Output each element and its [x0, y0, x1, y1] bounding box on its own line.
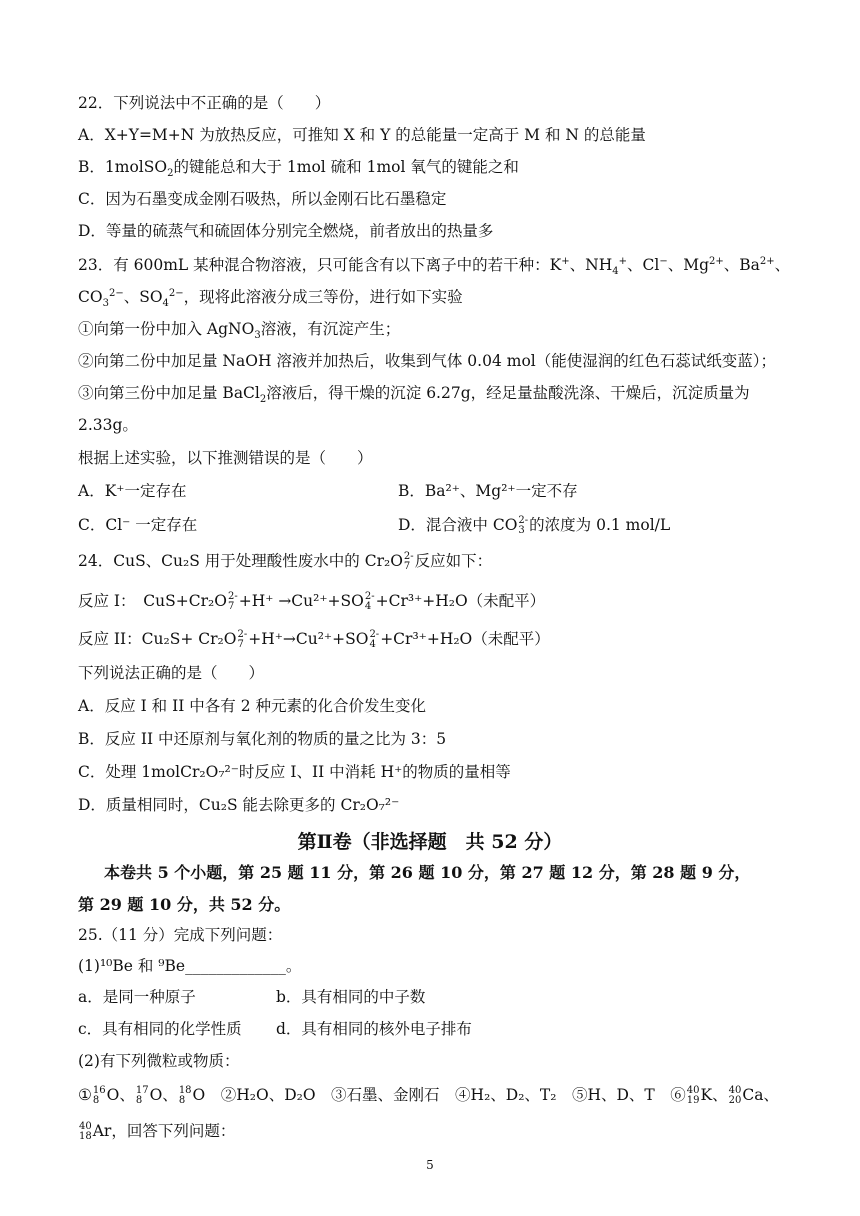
q22-option-c: C．因为石墨变成金刚石吸热，所以金刚石比石墨稳定: [78, 190, 447, 208]
q24-reaction-1: 反应 I： CuS+Cr₂O 2- 7 +H⁺ →Cu²⁺+SO 2- 4 +Cr³⁺+H₂O（未配平）: [78, 591, 546, 612]
q22-option-b: B．1molSO$_2$的键能总和大于 1mol 硫和 1mol 氧气的键能之和: [78, 158, 519, 180]
q23-experiment-2: ②向第二份中加足量 NaOH 溶液并加热后，收集到气体 0.04 mol（能使湿润的红色石蕊试纸变蓝）；: [78, 352, 776, 370]
q25-option-d: d．具有相同的核外电子排布: [276, 1020, 472, 1038]
q25-option-c: c．具有相同的化学性质: [78, 1020, 242, 1038]
q23-option-a: A．K⁺一定存在: [78, 482, 187, 500]
q25-stem: 25.（11 分）完成下列问题：: [78, 926, 283, 944]
q24-stem: 24．CuS、Cu₂S 用于处理酸性废水中的 Cr₂O 2- 7 反应如下：: [78, 551, 493, 572]
q23-option-b: B．Ba²⁺、Mg²⁺一定不存: [398, 482, 578, 500]
q25-part-2: (2)有下列微粒或物质：: [78, 1052, 240, 1070]
q24-option-c: C．处理 1molCr₂O₇²⁻时反应 I、II 中消耗 H⁺的物质的量相等: [78, 763, 511, 781]
q24-option-d: D．质量相同时，Cu₂S 能去除更多的 Cr₂O₇²⁻: [78, 796, 400, 814]
section-note: 本卷共 5 个小题，第 25 题 11 分，第 26 题 10 分，第 27 题 12 分，第 28 题 9 分，: [104, 863, 751, 882]
q25-option-a: a．是同一种原子: [78, 988, 196, 1006]
q24-ask: 下列说法正确的是（ ）: [78, 664, 265, 682]
q23-ask: 根据上述实验，以下推测错误的是（ ）: [78, 449, 373, 467]
q22-option-d: D．等量的硫蒸气和硫固体分别完全燃烧，前者放出的热量多: [78, 222, 494, 240]
q24-option-b: B．反应 II 中还原剂与氧化剂的物质的量之比为 3：5: [78, 730, 447, 748]
q25-option-b: b．具有相同的中子数: [276, 988, 426, 1006]
q25-part-1: (1)¹⁰Be 和 ⁹Be_____________。: [78, 957, 302, 975]
q25-substance-list-cont: 40 18 Ar，回答下列问题：: [79, 1121, 236, 1142]
q23-experiment-1: ①向第一份中加入 AgNO$_3$溶液，有沉淀产生；: [78, 320, 401, 342]
q23-experiment-3: ③向第三份中加足量 BaCl$_2$溶液后，得干燥的沉淀 6.27g，经足量盐酸洗涤、干燥后，沉淀质量为: [78, 384, 750, 406]
q23-stem-cont: $CO_3^{2-}$、$SO_4^{2-}$，现将此溶液分成三等份，进行如下实验: [78, 287, 463, 310]
q23-option-c: C．Cl⁻ 一定存在: [78, 516, 198, 534]
q22-stem: 22．下列说法中不正确的是（ ）: [78, 94, 331, 112]
q23-option-d: D．混合液中 CO 2- 3 的浓度为 0.1 mol/L: [398, 515, 671, 536]
section-note-cont: 第 29 题 10 分，共 52 分。: [78, 895, 291, 914]
q23-experiment-3-cont: 2.33g。: [78, 416, 138, 434]
q22-option-a: A．X+Y=M+N 为放热反应，可推知 X 和 Y 的总能量一定高于 M 和 N 的总能量: [78, 126, 646, 144]
q23-stem: 23．有 600mL 某种混合物溶液，只可能含有以下离子中的若干种：K+、$NH_4^+$、Cl−、$Mg^{2+}$、$Ba^{2+}$、: [78, 255, 791, 278]
q24-option-a: A．反应 I 和 II 中各有 2 种元素的化合价发生变化: [78, 697, 426, 715]
q24-reaction-2: 反应 II：Cu₂S+ Cr₂O 2- 7 +H⁺→Cu²⁺+SO 2- 4 +Cr³⁺+H₂O（未配平）: [78, 629, 550, 650]
section-title: 第Ⅱ卷（非选择题 共 52 分）: [297, 831, 563, 853]
page-number: 5: [426, 1158, 434, 1172]
q25-substance-list: ① 16 8 O、 17 8 O、 18 8 O ②H₂O、D₂O ③石墨、金刚石 ④H₂、D₂、T₂ ⑤H、D、T ⑥ 40 19 K、 40 20 Ca、: [78, 1085, 779, 1106]
